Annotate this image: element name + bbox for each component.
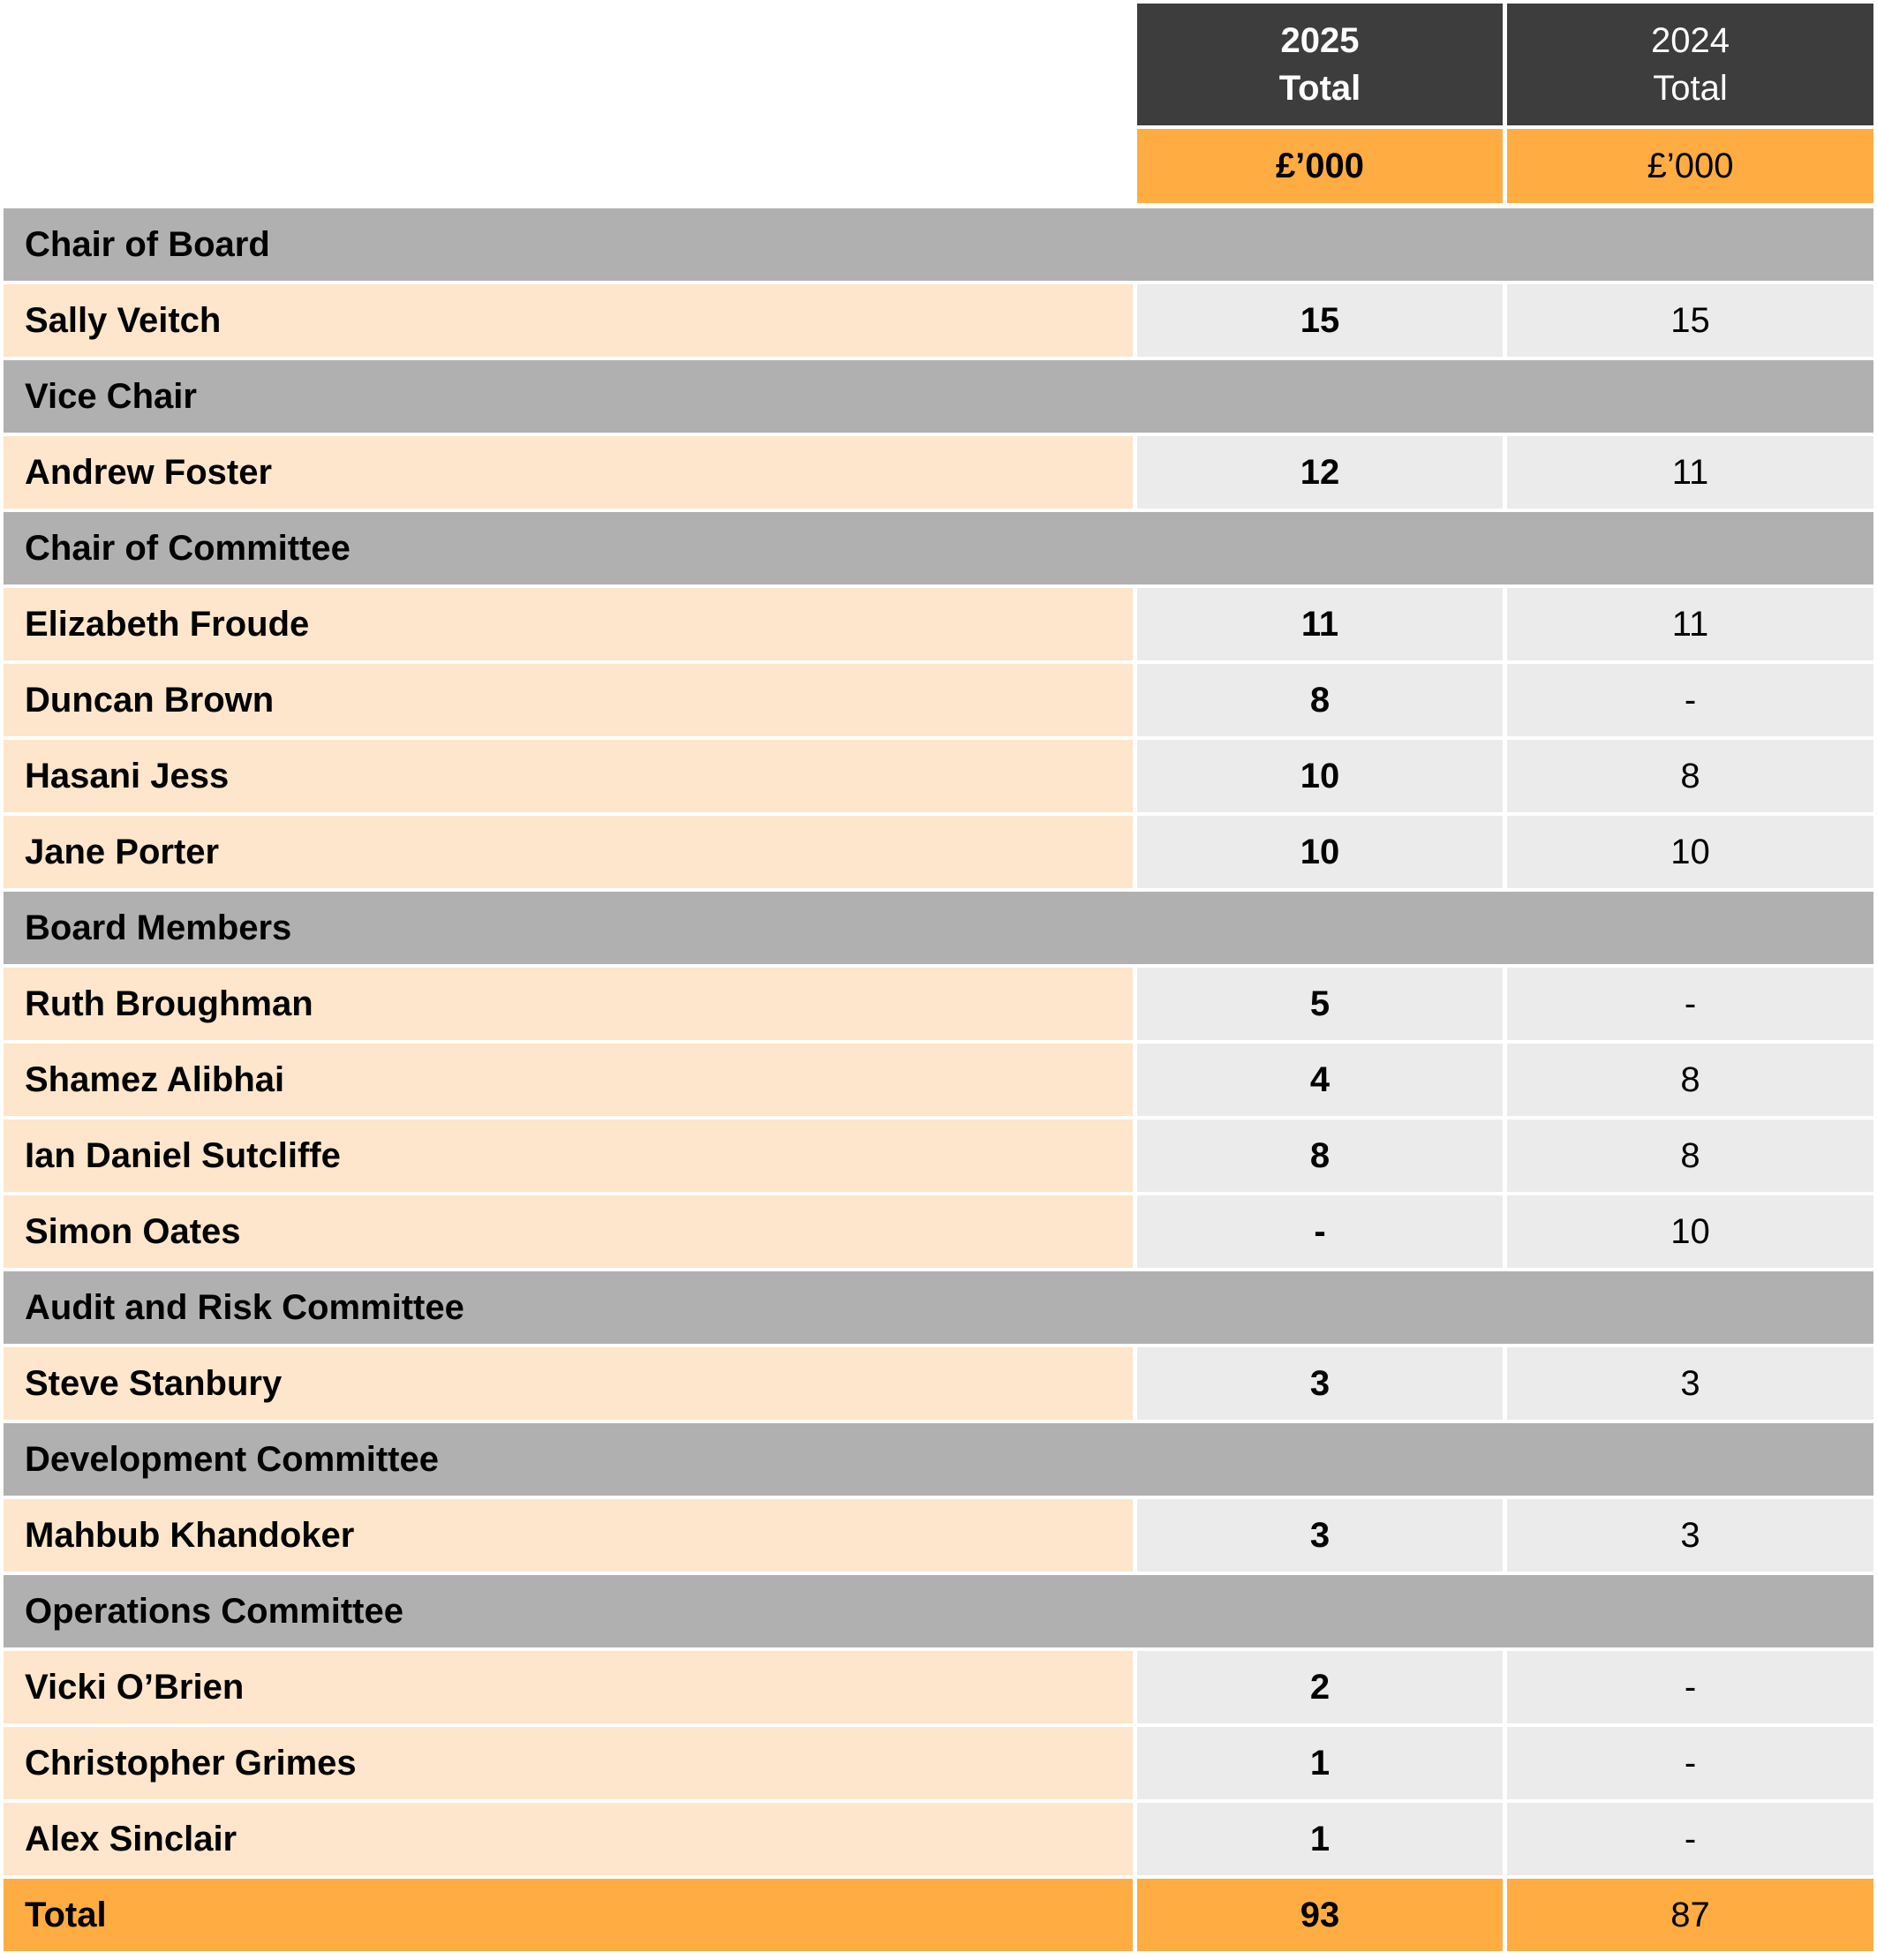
table-row (4, 284, 1873, 357)
member-name: Ruth Broughman (4, 968, 1133, 1040)
value-2025: 4 (1137, 1044, 1503, 1116)
value-2024: 10 (1507, 816, 1873, 888)
column-header-2025 (1137, 4, 1503, 125)
table-row (4, 968, 1873, 1040)
value-2024: 87 (1507, 1879, 1873, 1951)
section-label: Chair of Committee (25, 528, 351, 568)
section-header-row (4, 1575, 1873, 1647)
total-label: Total (4, 1879, 1133, 1951)
section-label: Board Members (25, 908, 292, 947)
member-name: Sally Veitch (4, 284, 1133, 357)
table-row (4, 1119, 1873, 1192)
table-row (4, 1195, 1873, 1268)
value-2025: 2 (1137, 1651, 1503, 1723)
value-2024: 8 (1507, 1044, 1873, 1116)
section-header-row (4, 892, 1873, 964)
member-name: Ian Daniel Sutcliffe (4, 1119, 1133, 1192)
member-name: Alex Sinclair (4, 1803, 1133, 1875)
value-2025: 3 (1137, 1499, 1503, 1572)
table-row (4, 1727, 1873, 1799)
header-year-2025: 2025 (1280, 21, 1360, 60)
unit-header-2024 (1507, 129, 1873, 203)
section-header-row (4, 208, 1873, 281)
value-2024: - (1507, 1651, 1873, 1723)
value-2024: - (1507, 1727, 1873, 1799)
header-label-2025: Total (1278, 69, 1361, 108)
table-row (4, 436, 1873, 509)
value-2024: 15 (1507, 284, 1873, 357)
section-label: Audit and Risk Committee (25, 1287, 464, 1327)
value-2024: 3 (1507, 1347, 1873, 1420)
value-2025: 1 (1137, 1727, 1503, 1799)
member-name: Christopher Grimes (4, 1727, 1133, 1799)
value-2025: 3 (1137, 1347, 1503, 1420)
unit-header-2025 (1137, 129, 1503, 203)
section-label: Chair of Board (25, 224, 270, 264)
remuneration-table-body (4, 208, 1873, 1955)
member-name: Shamez Alibhai (4, 1044, 1133, 1116)
table-row (4, 664, 1873, 736)
value-2025: 93 (1137, 1879, 1503, 1951)
table-row (4, 740, 1873, 812)
member-name: Elizabeth Froude (4, 588, 1133, 660)
section-header-row (4, 512, 1873, 584)
value-2025: 11 (1137, 588, 1503, 660)
member-name: Mahbub Khandoker (4, 1499, 1133, 1572)
value-2024: - (1507, 664, 1873, 736)
member-name: Jane Porter (4, 816, 1133, 888)
value-2024: 10 (1507, 1195, 1873, 1268)
member-name: Duncan Brown (4, 664, 1133, 736)
header-year-2024: 2024 (1651, 21, 1730, 60)
section-header-row (4, 360, 1873, 433)
value-2025: - (1137, 1195, 1503, 1268)
member-name: Simon Oates (4, 1195, 1133, 1268)
table-row (4, 816, 1873, 888)
section-header-row (4, 1271, 1873, 1344)
table-row (4, 1651, 1873, 1723)
value-2025: 10 (1137, 740, 1503, 812)
value-2024: - (1507, 1803, 1873, 1875)
column-header-2024 (1507, 4, 1873, 125)
value-2024: 8 (1507, 740, 1873, 812)
table-row (4, 1499, 1873, 1572)
member-name: Vicki O’Brien (4, 1651, 1133, 1723)
total-row (4, 1879, 1873, 1951)
value-2024: 3 (1507, 1499, 1873, 1572)
header-label-2024: Total (1653, 69, 1728, 108)
value-2024: - (1507, 968, 1873, 1040)
value-2024: 8 (1507, 1119, 1873, 1192)
table-row (4, 588, 1873, 660)
value-2025: 10 (1137, 816, 1503, 888)
value-2025: 8 (1137, 1119, 1503, 1192)
table-row (4, 1803, 1873, 1875)
member-name: Andrew Foster (4, 436, 1133, 509)
section-label: Operations Committee (25, 1591, 403, 1631)
section-label: Development Committee (25, 1439, 439, 1479)
value-2024: 11 (1507, 588, 1873, 660)
member-name: Hasani Jess (4, 740, 1133, 812)
member-name: Steve Stanbury (4, 1347, 1133, 1420)
unit-label-2024: £’000 (1647, 146, 1734, 185)
unit-label-2025: £’000 (1275, 146, 1365, 185)
table-row (4, 1347, 1873, 1420)
value-2025: 1 (1137, 1803, 1503, 1875)
table-row (4, 1044, 1873, 1116)
value-2025: 5 (1137, 968, 1503, 1040)
value-2025: 15 (1137, 284, 1503, 357)
value-2024: 11 (1507, 436, 1873, 509)
value-2025: 12 (1137, 436, 1503, 509)
value-2025: 8 (1137, 664, 1503, 736)
section-label: Vice Chair (25, 376, 197, 416)
section-header-row (4, 1423, 1873, 1496)
